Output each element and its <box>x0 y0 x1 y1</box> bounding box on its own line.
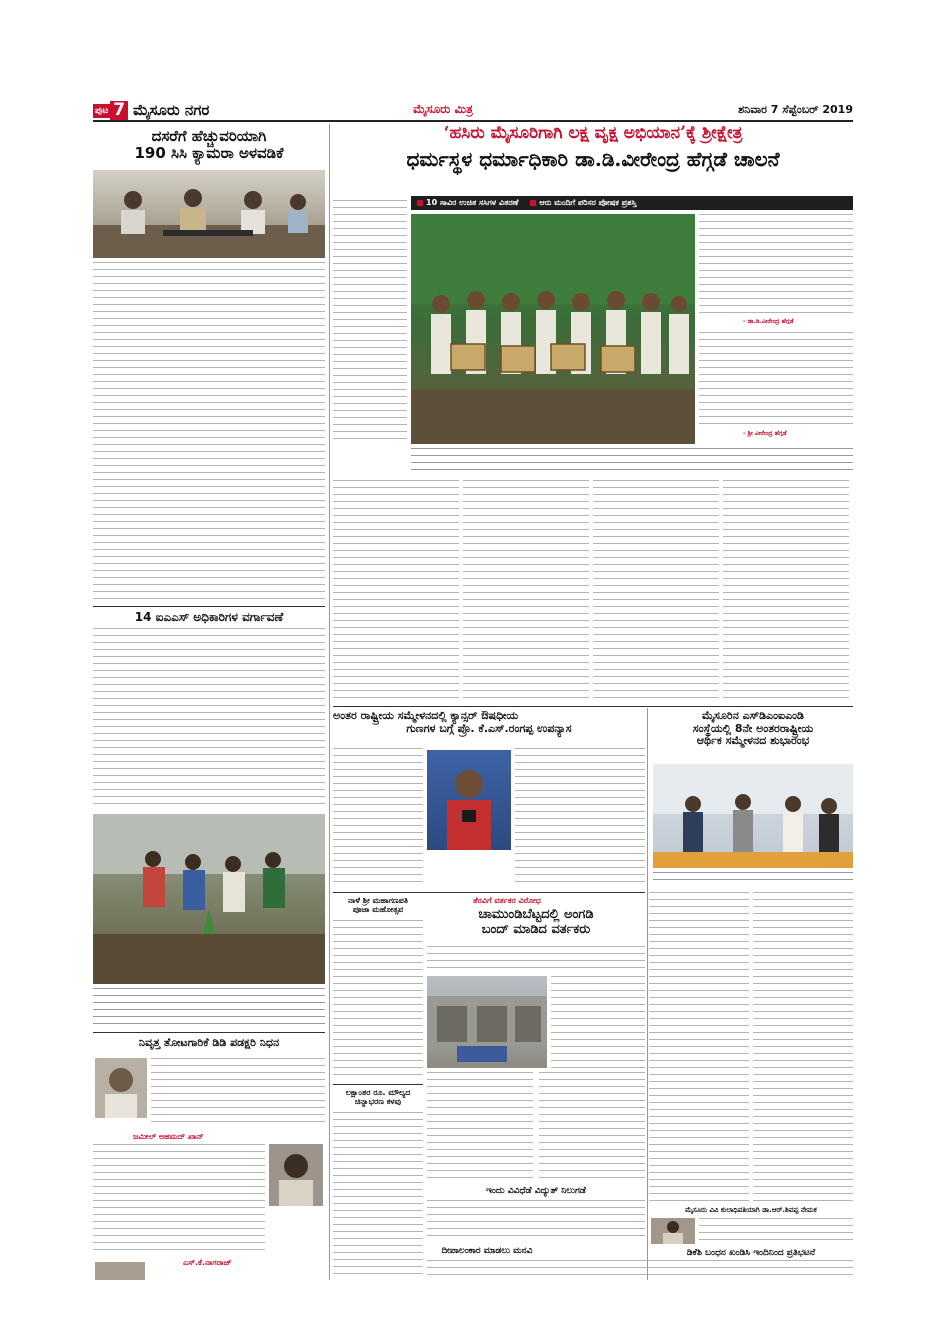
power-cut-body <box>427 1200 645 1242</box>
conference-headline-line2: ಗುಣಗಳ ಬಗ್ಗೆ ಪ್ರೊ. ಕೆ.ಎಸ್.ರಂಗಪ್ಪ ಉಪನ್ಯಾಸ <box>406 721 572 735</box>
shops-illustration <box>427 976 547 1068</box>
protest-headline: ಡಿಕೆಶಿ ಬಂಧನ ಖಂಡಿಸಿ ಇಂದಿನಿಂದ ಪ್ರತಿಭಟನೆ <box>686 1248 816 1258</box>
ias-headline: 14 ಐಎಎಸ್ ಅಧಿಕಾರಿಗಳ ವರ್ಗಾವಣೆ <box>134 610 284 624</box>
sdm-photo-caption <box>653 872 853 886</box>
obituary-photo-3 <box>95 1262 145 1280</box>
deepalankara-headline: ದೀಪಾಲಂಕಾರ ಮಾಡಲು ಮನವಿ <box>441 1246 533 1256</box>
tree-planting-illustration <box>93 814 325 984</box>
chamundi-story-body-side <box>551 976 645 1068</box>
tree-planting-photo <box>93 814 325 984</box>
obituary-name-2: ಜಮೀಲ್ ಅಹಮದ್ ಖಾನ್ <box>133 1132 204 1141</box>
strip-text-saplings: 10 ಸಾವಿರ ಉಚಿತ ಸಸಿಗಳ ವಿತರಣೆ <box>426 198 519 207</box>
obituary-body-1 <box>151 1058 325 1128</box>
sdm-conference-photo <box>653 764 853 868</box>
conference-headline-line1: ಅಂತರ ರಾಷ್ಟ್ರೀಯ ಸಮ್ಮೇಳನದಲ್ಲಿ ಕ್ಯಾನ್ಸರ್ ಔಷಧೀಯ <box>333 709 519 722</box>
speaker-illustration <box>427 750 511 850</box>
chamundi-story-body-bottom <box>427 1072 645 1182</box>
award-photo-caption <box>411 448 853 474</box>
divider <box>333 1084 423 1085</box>
section-title: ಮೈಸೂರು ನಗರ <box>133 101 210 119</box>
pooja-headline <box>333 896 423 914</box>
conference-stage-illustration <box>653 764 853 868</box>
lead-highlight-strip <box>411 196 853 210</box>
theft-headline-line1: ಲಕ್ಷಾಂತರ ರೂ. ಮೌಲ್ಯದ <box>345 1088 411 1097</box>
lead-quote-box <box>699 214 853 314</box>
newspaper-page <box>93 100 853 1280</box>
conference-headline <box>333 710 645 735</box>
chamundi-headline-line1: ಚಾಮುಂಡಿಬೆಟ್ಟದಲ್ಲಿ ಅಂಗಡಿ <box>478 907 594 922</box>
camera-headline <box>93 128 325 163</box>
obituary-body-2 <box>93 1144 265 1254</box>
quote-attribution-2: - ಶ್ರೀ ವೀರೇಂದ್ರ ಹೆಗ್ಗಡೆ <box>743 430 787 437</box>
pooja-story-body <box>333 920 423 1080</box>
deepalankara-body <box>427 1260 853 1280</box>
closed-shops-photo <box>427 976 547 1068</box>
press-meet-photo <box>93 170 325 258</box>
strip-item-saplings <box>411 198 524 208</box>
obituary-name-3: ಎಸ್.ಕೆ.ನಾಗರಾಜ್ <box>183 1258 232 1267</box>
column-rule <box>329 124 330 1280</box>
sdm-story-body <box>649 892 853 1202</box>
portrait-icon <box>95 1058 147 1118</box>
conference-story-body-left <box>333 748 423 888</box>
sdm-headline-line2: ಸಂಸ್ಥೆಯಲ್ಲಿ 8ನೇ ಅಂತರರಾಷ್ಟ್ರೀಯ <box>692 721 814 735</box>
quote-attribution-1: - ಡಾ.ಡಿ.ವೀರೇಂದ್ರ ಹೆಗ್ಗಡೆ <box>743 318 794 325</box>
conference-story-body-right <box>515 748 645 888</box>
award-ceremony-illustration <box>411 214 695 444</box>
divider <box>333 892 645 893</box>
award-ceremony-photo <box>411 214 695 444</box>
chamundi-story-body-top <box>427 946 645 972</box>
theft-headline-line2: ಚಿನ್ನಾಭರಣ ಕಳವು <box>354 1097 402 1107</box>
lead-headline-line1: ‘ಹಸಿರು ಮೈಸೂರಿಗಾಗಿ ಲಕ್ಷ ವೃಕ್ಷ ಅಭಿಯಾನ’ಕ್ಕೆ ಶ್ರೀಕ್ಷೇತ್ರ <box>443 123 743 143</box>
sdm-headline-line3: ಆರ್ಥಿಕ ಸಮ್ಮೇಳನದ ಶುಭಾರಂಭ <box>696 734 810 748</box>
camera-headline-line1: ದಸರೆಗೆ ಹೆಚ್ಚುವರಿಯಾಗಿ <box>151 127 267 145</box>
obituary-photo-1 <box>95 1058 147 1118</box>
pooja-headline-line1: ನಾಳೆ ಶ್ರೀ ಮಹಾಗಣಪತಿ <box>348 896 408 905</box>
lead-story-body-left <box>333 200 407 440</box>
portrait-icon <box>651 1218 695 1244</box>
lead-quote-box-2 <box>699 332 853 426</box>
divider <box>93 1032 325 1033</box>
rangappa-photo <box>427 750 511 850</box>
strip-item-awards <box>524 198 642 208</box>
lead-headline-line2: ಧರ್ಮಸ್ಥಳ ಧರ್ಮಾಧಿಕಾರಿ ಡಾ.ಡಿ.ವೀರೇಂದ್ರ ಹೆಗ್ಗಡೆ ಚಾಲನೆ <box>406 146 780 171</box>
sdm-headline <box>653 710 853 748</box>
vc-headline: ಮೈಸೂರು ವಿವಿ ಕುಲಾಧಿಪತಿಯಾಗಿ ಡಾ.ಆರ್.ಶಿವಪ್ಪ ನೇಮಕ <box>685 1206 817 1214</box>
theft-headline <box>333 1088 423 1106</box>
tree-planting-caption <box>93 988 325 1028</box>
chamundi-headline-line2: ಬಂದ್ ಮಾಡಿದ ವರ್ತಕರು <box>481 921 591 937</box>
bullet-icon <box>417 200 423 206</box>
lead-story-body-main <box>333 480 853 702</box>
portrait-icon <box>269 1144 323 1206</box>
lead-headline <box>333 124 853 171</box>
column-rule <box>647 708 648 1280</box>
chamundi-headline <box>427 908 645 938</box>
press-meet-illustration <box>93 170 325 258</box>
masthead <box>93 100 853 122</box>
page-number: 7 <box>110 101 128 120</box>
pooja-headline-line2: ಪೂಜಾ ಮಹೋತ್ಸವ <box>352 905 404 915</box>
camera-headline-line2: 190 ಸಿಸಿ ಕ್ಯಾಮರಾ ಅಳವಡಿಕೆ <box>134 144 284 163</box>
chamundi-kicker: ತೆರವಿಗೆ ವರ್ತಕರ ವಿರೋಧ <box>473 896 541 905</box>
obituary-photo-2 <box>269 1144 323 1206</box>
bullet-icon <box>530 200 536 206</box>
power-cut-headline: ಇಂದು ವಿವಿಧೆಡೆ ವಿದ್ಯುತ್ ನಿಲುಗಡೆ <box>486 1186 586 1196</box>
sdm-headline-line1: ಮೈಸೂರಿನ ಎಸ್‌ಡಿಎಂಐಎಂಡಿ <box>702 709 804 722</box>
page-label: ಪುಟ <box>95 105 109 116</box>
strip-text-awards: ಆರು ಮಂದಿಗೆ ಪರಿಸರ ಪೋಷಕ ಪ್ರಶಸ್ತಿ <box>539 198 637 207</box>
obituary-headline: ನಿವೃತ್ತ ತೋಟಗಾರಿಕೆ ಡಿಡಿ ಪಡಕ್ಷರಿ ನಿಧನ <box>138 1036 280 1049</box>
ias-story-body <box>93 628 325 808</box>
paper-name: ಮೈಸೂರು ಮಿತ್ರ <box>413 102 473 116</box>
divider <box>333 706 853 707</box>
divider <box>93 606 325 607</box>
vc-body <box>699 1218 853 1244</box>
issue-date: ಶನಿವಾರ 7 ಸೆಪ್ಟೆಂಬರ್ 2019 <box>738 103 853 116</box>
theft-story-body <box>333 1112 423 1280</box>
page-number-badge <box>93 101 128 120</box>
vc-photo <box>651 1218 695 1244</box>
camera-story-body <box>93 262 325 602</box>
